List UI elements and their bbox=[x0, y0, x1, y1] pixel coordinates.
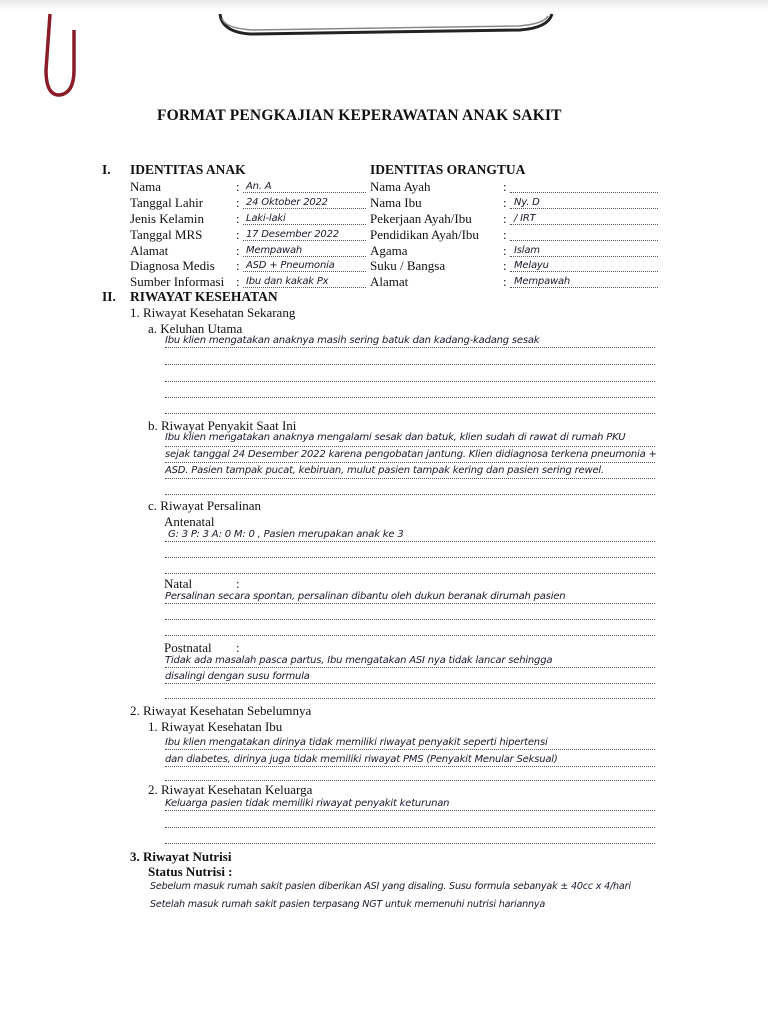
field-colon: : bbox=[503, 243, 507, 258]
nutrition-line-1: Sebelum masuk rumah sakit pasien diberikan ASI yang disaling. Susu formula sebanyak ± 40cc x 4/hari bbox=[150, 881, 631, 892]
current-illness-line-1: Ibu klien mengatakan anaknya mengalami sesak dan batuk, klien sudah di rawat di rumah PKU bbox=[165, 432, 626, 443]
chief-complaint-text: Ibu klien mengatakan anaknya masih sering batuk dan kadang-kadang sesak bbox=[165, 335, 540, 346]
section-number: I. bbox=[102, 162, 111, 177]
parent-identity-heading: IDENTITAS ORANGTUA bbox=[370, 162, 526, 177]
dotted-line bbox=[243, 208, 366, 209]
dotted-line bbox=[165, 635, 655, 636]
natal-label: Natal bbox=[164, 576, 193, 591]
dotted-line bbox=[165, 780, 655, 781]
child-field-label: Jenis Kelamin bbox=[130, 211, 205, 226]
dotted-line bbox=[510, 240, 658, 241]
nutrition-line-2: Setelah masuk rumah sakit pasien terpasang NGT untuk memenuhi nutrisi hariannya bbox=[150, 899, 546, 910]
parent-field-label: Agama bbox=[370, 243, 408, 258]
field-colon: : bbox=[236, 211, 240, 226]
current-health-subheading: 1. Riwayat Kesehatan Sekarang bbox=[130, 305, 296, 320]
parent-field-value: Melayu bbox=[514, 260, 549, 271]
dotted-line bbox=[510, 256, 658, 257]
dotted-line bbox=[165, 557, 655, 558]
dotted-line bbox=[165, 766, 655, 767]
natal-text: Persalinan secara spontan, persalinan dibantu oleh dukun beranak dirumah pasien bbox=[165, 591, 566, 602]
child-field-value: 24 Oktober 2022 bbox=[246, 197, 328, 208]
binder-clip-icon bbox=[220, 14, 552, 34]
parent-field-value: / IRT bbox=[514, 213, 536, 224]
dotted-line bbox=[165, 413, 655, 414]
field-colon: : bbox=[503, 274, 507, 289]
dotted-line bbox=[243, 224, 366, 225]
postnatal-line-2: disalingi dengan susu formula bbox=[165, 671, 310, 682]
child-field-value: Ibu dan kakak Px bbox=[246, 276, 329, 287]
child-field-value: ASD + Pneumonia bbox=[246, 260, 335, 271]
health-history-heading: RIWAYAT KESEHATAN bbox=[130, 289, 278, 304]
postnatal-colon: : bbox=[236, 640, 240, 655]
parent-field-label: Suku / Bangsa bbox=[370, 258, 446, 273]
dotted-line bbox=[165, 462, 655, 463]
field-colon: : bbox=[236, 274, 240, 289]
dotted-line bbox=[165, 827, 655, 828]
child-field-value: 17 Desember 2022 bbox=[246, 229, 339, 240]
dotted-line bbox=[243, 240, 366, 241]
red-clip-icon bbox=[46, 14, 74, 95]
parent-field-label: Nama Ayah bbox=[370, 179, 431, 194]
nutrition-status-label: Status Nutrisi : bbox=[148, 864, 233, 879]
child-field-label: Nama bbox=[130, 179, 162, 194]
current-illness-line-2: sejak tanggal 24 Desember 2022 karena pengobatan jantung. Klien didiagnosa terkena pneumonia + bbox=[165, 449, 657, 460]
field-colon: : bbox=[236, 179, 240, 194]
chief-complaint-label: a. Keluhan Utama bbox=[148, 321, 243, 336]
section-number: II. bbox=[102, 289, 116, 304]
child-identity-heading: IDENTITAS ANAK bbox=[130, 162, 246, 177]
child-field-label: Tanggal Lahir bbox=[130, 195, 204, 210]
mother-health-line-2: dan diabetes, dirinya juga tidak memiliki riwayat PMS (Penyakit Menular Seksual) bbox=[165, 754, 558, 765]
dotted-line bbox=[165, 381, 655, 382]
dotted-line bbox=[165, 683, 655, 684]
dotted-line bbox=[243, 192, 366, 193]
child-field-value: An. A bbox=[246, 181, 272, 192]
antenatal-text: G: 3 P: 3 A: 0 M: 0 , Pasien merupakan anak ke 3 bbox=[168, 529, 404, 540]
postnatal-line-1: Tidak ada masalah pasca partus, Ibu mengatakan ASI nya tidak lancar sehingga bbox=[165, 655, 553, 666]
current-illness-label: b. Riwayat Penyakit Saat Ini bbox=[148, 418, 297, 433]
nutrition-history-subheading: 3. Riwayat Nutrisi bbox=[130, 849, 232, 864]
parent-field-value: Mempawah bbox=[514, 276, 571, 287]
dotted-line bbox=[165, 603, 655, 604]
parent-field-label: Pendidikan Ayah/Ibu bbox=[370, 227, 479, 242]
dotted-line bbox=[165, 364, 655, 365]
parent-field-label: Pekerjaan Ayah/Ibu bbox=[370, 211, 472, 226]
dotted-line bbox=[165, 397, 655, 398]
dotted-line bbox=[165, 749, 655, 750]
previous-health-subheading: 2. Riwayat Kesehatan Sebelumnya bbox=[130, 703, 312, 718]
dotted-line bbox=[165, 667, 655, 668]
child-field-label: Diagnosa Medis bbox=[130, 258, 215, 273]
dotted-line bbox=[243, 271, 366, 272]
parent-field-value: Ny. D bbox=[514, 197, 540, 208]
dotted-line bbox=[510, 271, 658, 272]
field-colon: : bbox=[503, 195, 507, 210]
mother-health-label: 1. Riwayat Kesehatan Ibu bbox=[148, 719, 283, 734]
family-health-text: Keluarga pasien tidak memiliki riwayat penyakit keturunan bbox=[165, 798, 450, 809]
dotted-line bbox=[165, 810, 655, 811]
dotted-line bbox=[165, 843, 655, 844]
field-colon: : bbox=[503, 258, 507, 273]
dotted-line bbox=[243, 256, 366, 257]
dotted-line bbox=[165, 478, 655, 479]
field-colon: : bbox=[503, 179, 507, 194]
parent-field-value: Islam bbox=[514, 245, 540, 256]
dotted-line bbox=[510, 224, 658, 225]
dotted-line bbox=[165, 347, 655, 348]
dotted-line bbox=[165, 619, 655, 620]
dotted-line bbox=[165, 698, 655, 699]
natal-colon: : bbox=[236, 576, 240, 591]
field-colon: : bbox=[236, 227, 240, 242]
dotted-line bbox=[510, 287, 658, 288]
postnatal-label: Postnatal bbox=[164, 640, 212, 655]
child-field-value: Mempawah bbox=[246, 245, 303, 256]
child-field-label: Tanggal MRS bbox=[130, 227, 203, 242]
dotted-line bbox=[165, 494, 655, 495]
field-colon: : bbox=[503, 227, 507, 242]
current-illness-line-3: ASD. Pasien tampak pucat, kebiruan, mulut pasien tampak kering dan pasien sering rewel. bbox=[165, 465, 604, 476]
family-health-label: 2. Riwayat Kesehatan Keluarga bbox=[148, 782, 313, 797]
dotted-line bbox=[165, 541, 655, 542]
dotted-line bbox=[165, 446, 655, 447]
child-field-label: Alamat bbox=[130, 243, 169, 258]
field-colon: : bbox=[236, 195, 240, 210]
child-field-value: Laki-laki bbox=[246, 213, 286, 224]
dotted-line bbox=[165, 573, 655, 574]
form-title: FORMAT PENGKAJIAN KEPERAWATAN ANAK SAKIT bbox=[157, 107, 562, 124]
birth-history-label: c. Riwayat Persalinan bbox=[148, 498, 261, 513]
field-colon: : bbox=[236, 258, 240, 273]
parent-field-label: Alamat bbox=[370, 274, 409, 289]
antenatal-label: Antenatal bbox=[164, 514, 215, 529]
dotted-line bbox=[243, 287, 366, 288]
dotted-line bbox=[510, 208, 658, 209]
field-colon: : bbox=[503, 211, 507, 226]
parent-field-label: Nama Ibu bbox=[370, 195, 422, 210]
paper-clip-graphics bbox=[0, 0, 768, 110]
mother-health-line-1: Ibu klien mengatakan dirinya tidak memiliki riwayat penyakit seperti hipertensi bbox=[165, 737, 548, 748]
dotted-line bbox=[510, 192, 658, 193]
child-field-label: Sumber Informasi bbox=[130, 274, 225, 289]
field-colon: : bbox=[236, 243, 240, 258]
